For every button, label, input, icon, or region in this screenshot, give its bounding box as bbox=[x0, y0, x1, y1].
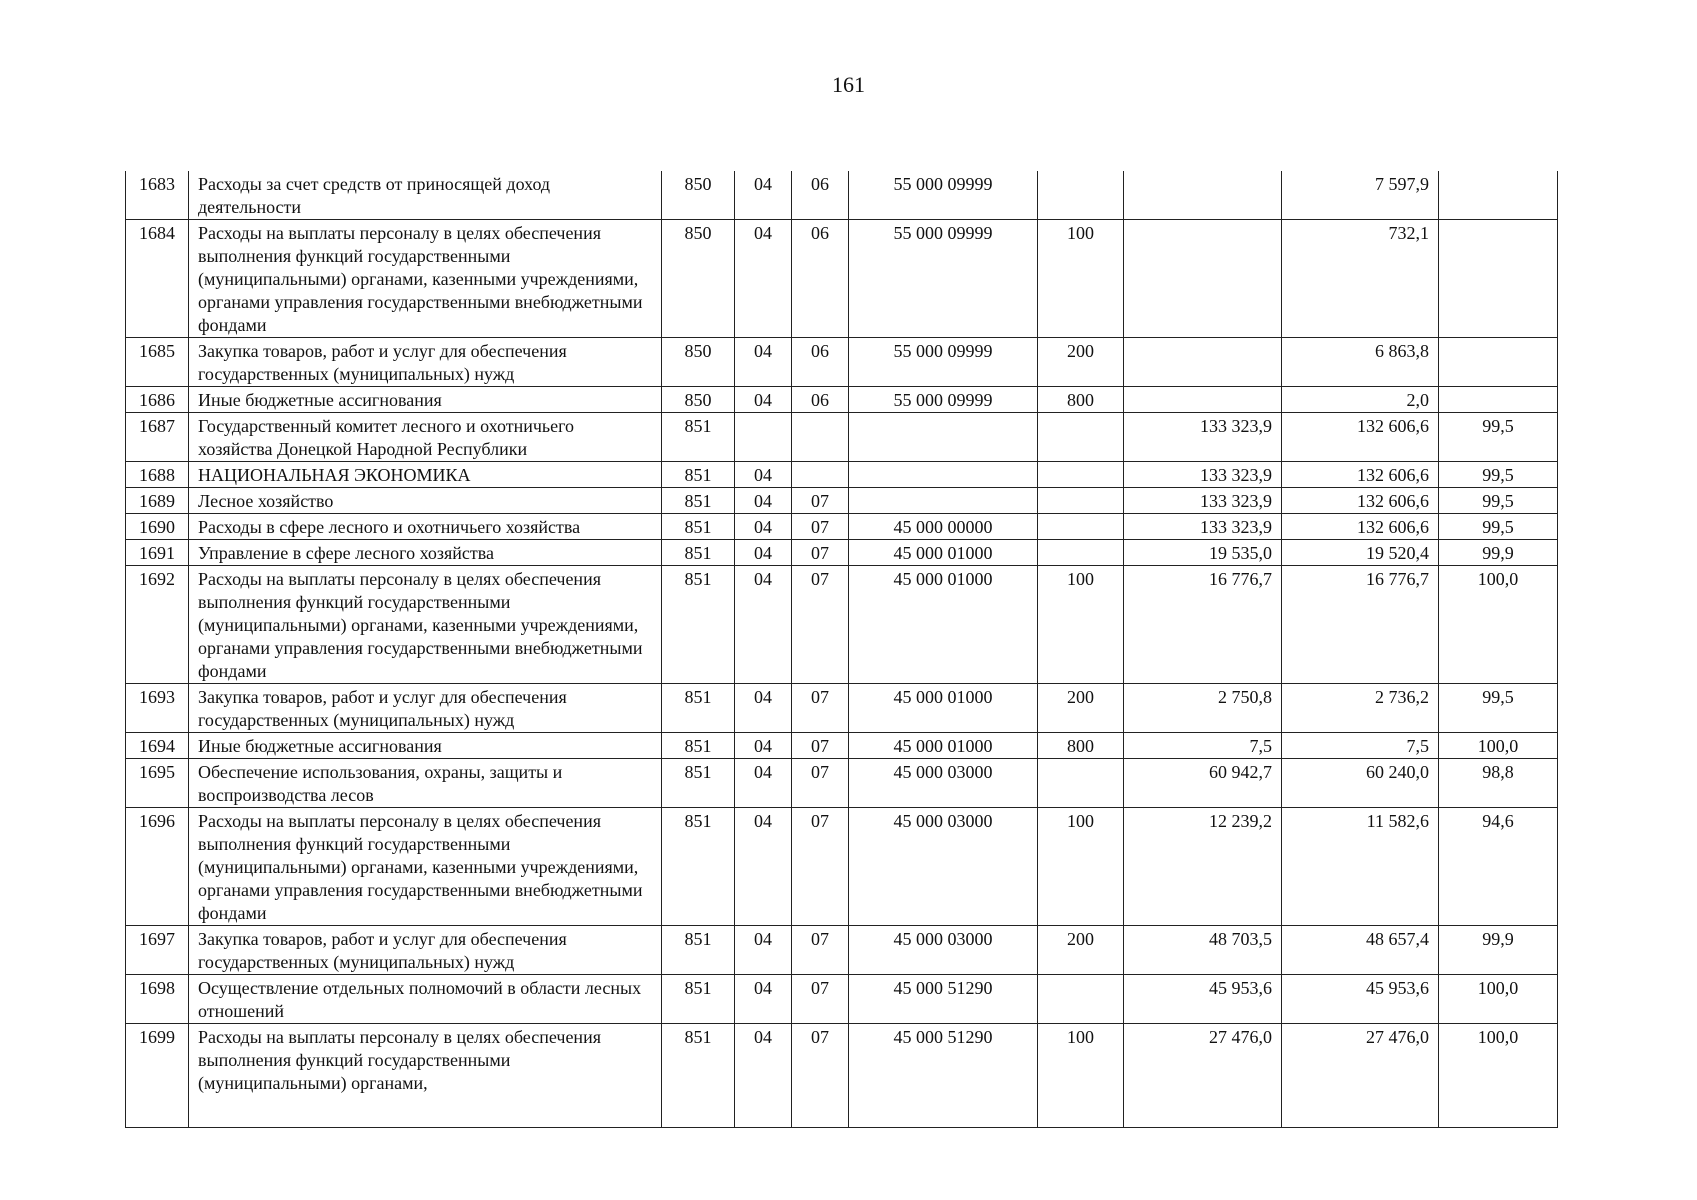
cell-section-code: 04 bbox=[735, 338, 792, 387]
cell-actual-amount: 2,0 bbox=[1282, 387, 1439, 413]
cell-target-article: 45 000 01000 bbox=[849, 733, 1038, 759]
cell-target-article: 55 000 09999 bbox=[849, 338, 1038, 387]
cell-section-code: 04 bbox=[735, 926, 792, 975]
cell-actual-amount: 132 606,6 bbox=[1282, 462, 1439, 488]
cell-row-number: 1691 bbox=[126, 540, 189, 566]
cell-actual-amount: 27 476,0 bbox=[1282, 1024, 1439, 1128]
table-row bbox=[126, 808, 1558, 926]
cell-target-article: 55 000 09999 bbox=[849, 171, 1038, 220]
cell-planned-amount bbox=[1124, 387, 1282, 413]
cell-expense-name: Расходы на выплаты персоналу в целях обеспечения выполнения функций государственными (муниципальными) органами, bbox=[189, 1024, 662, 1128]
cell-target-article: 45 000 01000 bbox=[849, 684, 1038, 733]
table-row bbox=[126, 171, 1558, 220]
cell-planned-amount: 45 953,6 bbox=[1124, 975, 1282, 1024]
cell-expense-name: НАЦИОНАЛЬНАЯ ЭКОНОМИКА bbox=[189, 462, 662, 488]
cell-expense-type bbox=[1038, 540, 1124, 566]
cell-actual-amount: 48 657,4 bbox=[1282, 926, 1439, 975]
cell-percent-executed: 100,0 bbox=[1439, 566, 1558, 684]
cell-subsection-code: 07 bbox=[792, 975, 849, 1024]
cell-expense-name: Закупка товаров, работ и услуг для обеспечения государственных (муниципальных) нужд bbox=[189, 338, 662, 387]
cell-department-code: 850 bbox=[662, 220, 735, 338]
cell-section-code: 04 bbox=[735, 566, 792, 684]
cell-expense-name: Иные бюджетные ассигнования bbox=[189, 387, 662, 413]
cell-actual-amount: 2 736,2 bbox=[1282, 684, 1439, 733]
cell-planned-amount: 7,5 bbox=[1124, 733, 1282, 759]
cell-percent-executed: 99,5 bbox=[1439, 488, 1558, 514]
cell-percent-executed: 100,0 bbox=[1439, 1024, 1558, 1128]
cell-row-number: 1687 bbox=[126, 413, 189, 462]
cell-row-number: 1692 bbox=[126, 566, 189, 684]
cell-subsection-code: 07 bbox=[792, 540, 849, 566]
cell-target-article: 45 000 01000 bbox=[849, 566, 1038, 684]
cell-percent-executed bbox=[1439, 387, 1558, 413]
cell-expense-type: 800 bbox=[1038, 387, 1124, 413]
cell-section-code: 04 bbox=[735, 733, 792, 759]
cell-expense-type: 800 bbox=[1038, 733, 1124, 759]
cell-actual-amount: 132 606,6 bbox=[1282, 514, 1439, 540]
cell-section-code: 04 bbox=[735, 514, 792, 540]
cell-section-code: 04 bbox=[735, 1024, 792, 1128]
cell-row-number: 1699 bbox=[126, 1024, 189, 1128]
cell-actual-amount: 16 776,7 bbox=[1282, 566, 1439, 684]
cell-expense-name: Иные бюджетные ассигнования bbox=[189, 733, 662, 759]
cell-actual-amount: 7,5 bbox=[1282, 733, 1439, 759]
cell-planned-amount bbox=[1124, 220, 1282, 338]
cell-department-code: 851 bbox=[662, 540, 735, 566]
cell-expense-type bbox=[1038, 171, 1124, 220]
cell-department-code: 851 bbox=[662, 926, 735, 975]
table-row bbox=[126, 975, 1558, 1024]
cell-expense-type bbox=[1038, 514, 1124, 540]
cell-expense-name: Закупка товаров, работ и услуг для обеспечения государственных (муниципальных) нужд bbox=[189, 926, 662, 975]
cell-target-article: 45 000 03000 bbox=[849, 926, 1038, 975]
cell-row-number: 1696 bbox=[126, 808, 189, 926]
cell-expense-type: 100 bbox=[1038, 220, 1124, 338]
cell-department-code: 851 bbox=[662, 413, 735, 462]
table-row bbox=[126, 462, 1558, 488]
cell-department-code: 851 bbox=[662, 514, 735, 540]
cell-row-number: 1694 bbox=[126, 733, 189, 759]
cell-percent-executed: 98,8 bbox=[1439, 759, 1558, 808]
cell-expense-type: 100 bbox=[1038, 808, 1124, 926]
table-row bbox=[126, 540, 1558, 566]
cell-target-article: 45 000 00000 bbox=[849, 514, 1038, 540]
table-row bbox=[126, 387, 1558, 413]
cell-planned-amount: 133 323,9 bbox=[1124, 462, 1282, 488]
cell-target-article: 45 000 03000 bbox=[849, 808, 1038, 926]
cell-planned-amount: 19 535,0 bbox=[1124, 540, 1282, 566]
cell-expense-name: Расходы на выплаты персоналу в целях обеспечения выполнения функций государственными (муниципальными) органами, казенными учреждениями, органами управления государственными внебюджетными фондами bbox=[189, 566, 662, 684]
cell-subsection-code: 07 bbox=[792, 733, 849, 759]
table-row bbox=[126, 488, 1558, 514]
cell-department-code: 850 bbox=[662, 338, 735, 387]
cell-subsection-code bbox=[792, 413, 849, 462]
table-row bbox=[126, 514, 1558, 540]
cell-percent-executed bbox=[1439, 220, 1558, 338]
cell-department-code: 851 bbox=[662, 684, 735, 733]
cell-planned-amount: 27 476,0 bbox=[1124, 1024, 1282, 1128]
cell-subsection-code: 06 bbox=[792, 387, 849, 413]
cell-percent-executed: 99,5 bbox=[1439, 413, 1558, 462]
cell-planned-amount: 133 323,9 bbox=[1124, 514, 1282, 540]
cell-target-article: 45 000 03000 bbox=[849, 759, 1038, 808]
cell-department-code: 851 bbox=[662, 975, 735, 1024]
cell-row-number: 1690 bbox=[126, 514, 189, 540]
cell-subsection-code: 07 bbox=[792, 926, 849, 975]
cell-expense-name: Закупка товаров, работ и услуг для обеспечения государственных (муниципальных) нужд bbox=[189, 684, 662, 733]
cell-department-code: 851 bbox=[662, 488, 735, 514]
cell-target-article bbox=[849, 462, 1038, 488]
table-row bbox=[126, 926, 1558, 975]
cell-department-code: 850 bbox=[662, 171, 735, 220]
cell-actual-amount: 45 953,6 bbox=[1282, 975, 1439, 1024]
cell-percent-executed: 100,0 bbox=[1439, 975, 1558, 1024]
cell-section-code: 04 bbox=[735, 975, 792, 1024]
cell-actual-amount: 60 240,0 bbox=[1282, 759, 1439, 808]
cell-section-code: 04 bbox=[735, 808, 792, 926]
cell-planned-amount bbox=[1124, 338, 1282, 387]
cell-expense-type: 100 bbox=[1038, 1024, 1124, 1128]
cell-target-article bbox=[849, 413, 1038, 462]
cell-target-article: 45 000 01000 bbox=[849, 540, 1038, 566]
cell-planned-amount: 133 323,9 bbox=[1124, 488, 1282, 514]
cell-actual-amount: 132 606,6 bbox=[1282, 488, 1439, 514]
cell-expense-name: Расходы на выплаты персоналу в целях обеспечения выполнения функций государственными (муниципальными) органами, казенными учреждениями, органами управления государственными внебюджетными фондами bbox=[189, 808, 662, 926]
cell-target-article: 45 000 51290 bbox=[849, 1024, 1038, 1128]
cell-section-code: 04 bbox=[735, 171, 792, 220]
cell-planned-amount: 16 776,7 bbox=[1124, 566, 1282, 684]
cell-target-article bbox=[849, 488, 1038, 514]
cell-percent-executed: 99,9 bbox=[1439, 926, 1558, 975]
cell-expense-name: Государственный комитет лесного и охотничьего хозяйства Донецкой Народной Республики bbox=[189, 413, 662, 462]
cell-percent-executed: 100,0 bbox=[1439, 733, 1558, 759]
cell-actual-amount: 19 520,4 bbox=[1282, 540, 1439, 566]
table-body bbox=[126, 171, 1558, 1128]
cell-expense-type: 200 bbox=[1038, 684, 1124, 733]
cell-row-number: 1684 bbox=[126, 220, 189, 338]
cell-department-code: 851 bbox=[662, 808, 735, 926]
cell-subsection-code: 06 bbox=[792, 220, 849, 338]
cell-actual-amount: 7 597,9 bbox=[1282, 171, 1439, 220]
cell-subsection-code: 06 bbox=[792, 171, 849, 220]
cell-subsection-code bbox=[792, 462, 849, 488]
cell-row-number: 1686 bbox=[126, 387, 189, 413]
cell-percent-executed: 99,5 bbox=[1439, 684, 1558, 733]
cell-subsection-code: 07 bbox=[792, 684, 849, 733]
cell-department-code: 850 bbox=[662, 387, 735, 413]
cell-row-number: 1685 bbox=[126, 338, 189, 387]
cell-subsection-code: 07 bbox=[792, 808, 849, 926]
cell-expense-type bbox=[1038, 413, 1124, 462]
cell-subsection-code: 07 bbox=[792, 1024, 849, 1128]
cell-section-code: 04 bbox=[735, 462, 792, 488]
cell-actual-amount: 732,1 bbox=[1282, 220, 1439, 338]
cell-percent-executed: 99,5 bbox=[1439, 514, 1558, 540]
table-row bbox=[126, 684, 1558, 733]
cell-percent-executed: 94,6 bbox=[1439, 808, 1558, 926]
cell-actual-amount: 6 863,8 bbox=[1282, 338, 1439, 387]
cell-section-code: 04 bbox=[735, 684, 792, 733]
cell-expense-name: Расходы на выплаты персоналу в целях обеспечения выполнения функций государственными (муниципальными) органами, казенными учреждениями, органами управления государственными внебюджетными фондами bbox=[189, 220, 662, 338]
table-row bbox=[126, 1024, 1558, 1128]
cell-expense-name: Управление в сфере лесного хозяйства bbox=[189, 540, 662, 566]
cell-row-number: 1688 bbox=[126, 462, 189, 488]
table-row bbox=[126, 733, 1558, 759]
cell-expense-type bbox=[1038, 759, 1124, 808]
cell-subsection-code: 07 bbox=[792, 514, 849, 540]
table-row bbox=[126, 759, 1558, 808]
cell-department-code: 851 bbox=[662, 1024, 735, 1128]
cell-expense-name: Расходы в сфере лесного и охотничьего хозяйства bbox=[189, 514, 662, 540]
cell-percent-executed: 99,9 bbox=[1439, 540, 1558, 566]
cell-planned-amount bbox=[1124, 171, 1282, 220]
cell-section-code: 04 bbox=[735, 540, 792, 566]
cell-section-code: 04 bbox=[735, 488, 792, 514]
cell-row-number: 1689 bbox=[126, 488, 189, 514]
table-row bbox=[126, 220, 1558, 338]
budget-table bbox=[125, 171, 1558, 1128]
cell-expense-name: Осуществление отдельных полномочий в области лесных отношений bbox=[189, 975, 662, 1024]
cell-actual-amount: 11 582,6 bbox=[1282, 808, 1439, 926]
table-row bbox=[126, 566, 1558, 684]
cell-expense-type: 100 bbox=[1038, 566, 1124, 684]
cell-subsection-code: 07 bbox=[792, 759, 849, 808]
page-number: 161 bbox=[832, 72, 865, 97]
cell-percent-executed bbox=[1439, 338, 1558, 387]
cell-expense-type bbox=[1038, 462, 1124, 488]
cell-expense-name: Лесное хозяйство bbox=[189, 488, 662, 514]
cell-planned-amount: 133 323,9 bbox=[1124, 413, 1282, 462]
cell-planned-amount: 2 750,8 bbox=[1124, 684, 1282, 733]
cell-row-number: 1693 bbox=[126, 684, 189, 733]
cell-target-article: 45 000 51290 bbox=[849, 975, 1038, 1024]
cell-planned-amount: 12 239,2 bbox=[1124, 808, 1282, 926]
table-row bbox=[126, 338, 1558, 387]
table-row bbox=[126, 413, 1558, 462]
cell-percent-executed: 99,5 bbox=[1439, 462, 1558, 488]
cell-target-article: 55 000 09999 bbox=[849, 387, 1038, 413]
cell-section-code: 04 bbox=[735, 387, 792, 413]
cell-row-number: 1698 bbox=[126, 975, 189, 1024]
cell-expense-type bbox=[1038, 488, 1124, 514]
cell-target-article: 55 000 09999 bbox=[849, 220, 1038, 338]
cell-department-code: 851 bbox=[662, 759, 735, 808]
cell-row-number: 1683 bbox=[126, 171, 189, 220]
cell-subsection-code: 06 bbox=[792, 338, 849, 387]
cell-actual-amount: 132 606,6 bbox=[1282, 413, 1439, 462]
cell-section-code: 04 bbox=[735, 220, 792, 338]
cell-expense-type: 200 bbox=[1038, 338, 1124, 387]
cell-row-number: 1697 bbox=[126, 926, 189, 975]
cell-department-code: 851 bbox=[662, 733, 735, 759]
cell-subsection-code: 07 bbox=[792, 488, 849, 514]
cell-department-code: 851 bbox=[662, 566, 735, 684]
cell-row-number: 1695 bbox=[126, 759, 189, 808]
cell-planned-amount: 60 942,7 bbox=[1124, 759, 1282, 808]
cell-expense-name: Расходы за счет средств от приносящей доход деятельности bbox=[189, 171, 662, 220]
cell-department-code: 851 bbox=[662, 462, 735, 488]
cell-expense-type bbox=[1038, 975, 1124, 1024]
cell-subsection-code: 07 bbox=[792, 566, 849, 684]
cell-section-code: 04 bbox=[735, 759, 792, 808]
cell-planned-amount: 48 703,5 bbox=[1124, 926, 1282, 975]
cell-expense-name: Обеспечение использования, охраны, защиты и воспроизводства лесов bbox=[189, 759, 662, 808]
cell-section-code bbox=[735, 413, 792, 462]
cell-expense-type: 200 bbox=[1038, 926, 1124, 975]
cell-percent-executed bbox=[1439, 171, 1558, 220]
